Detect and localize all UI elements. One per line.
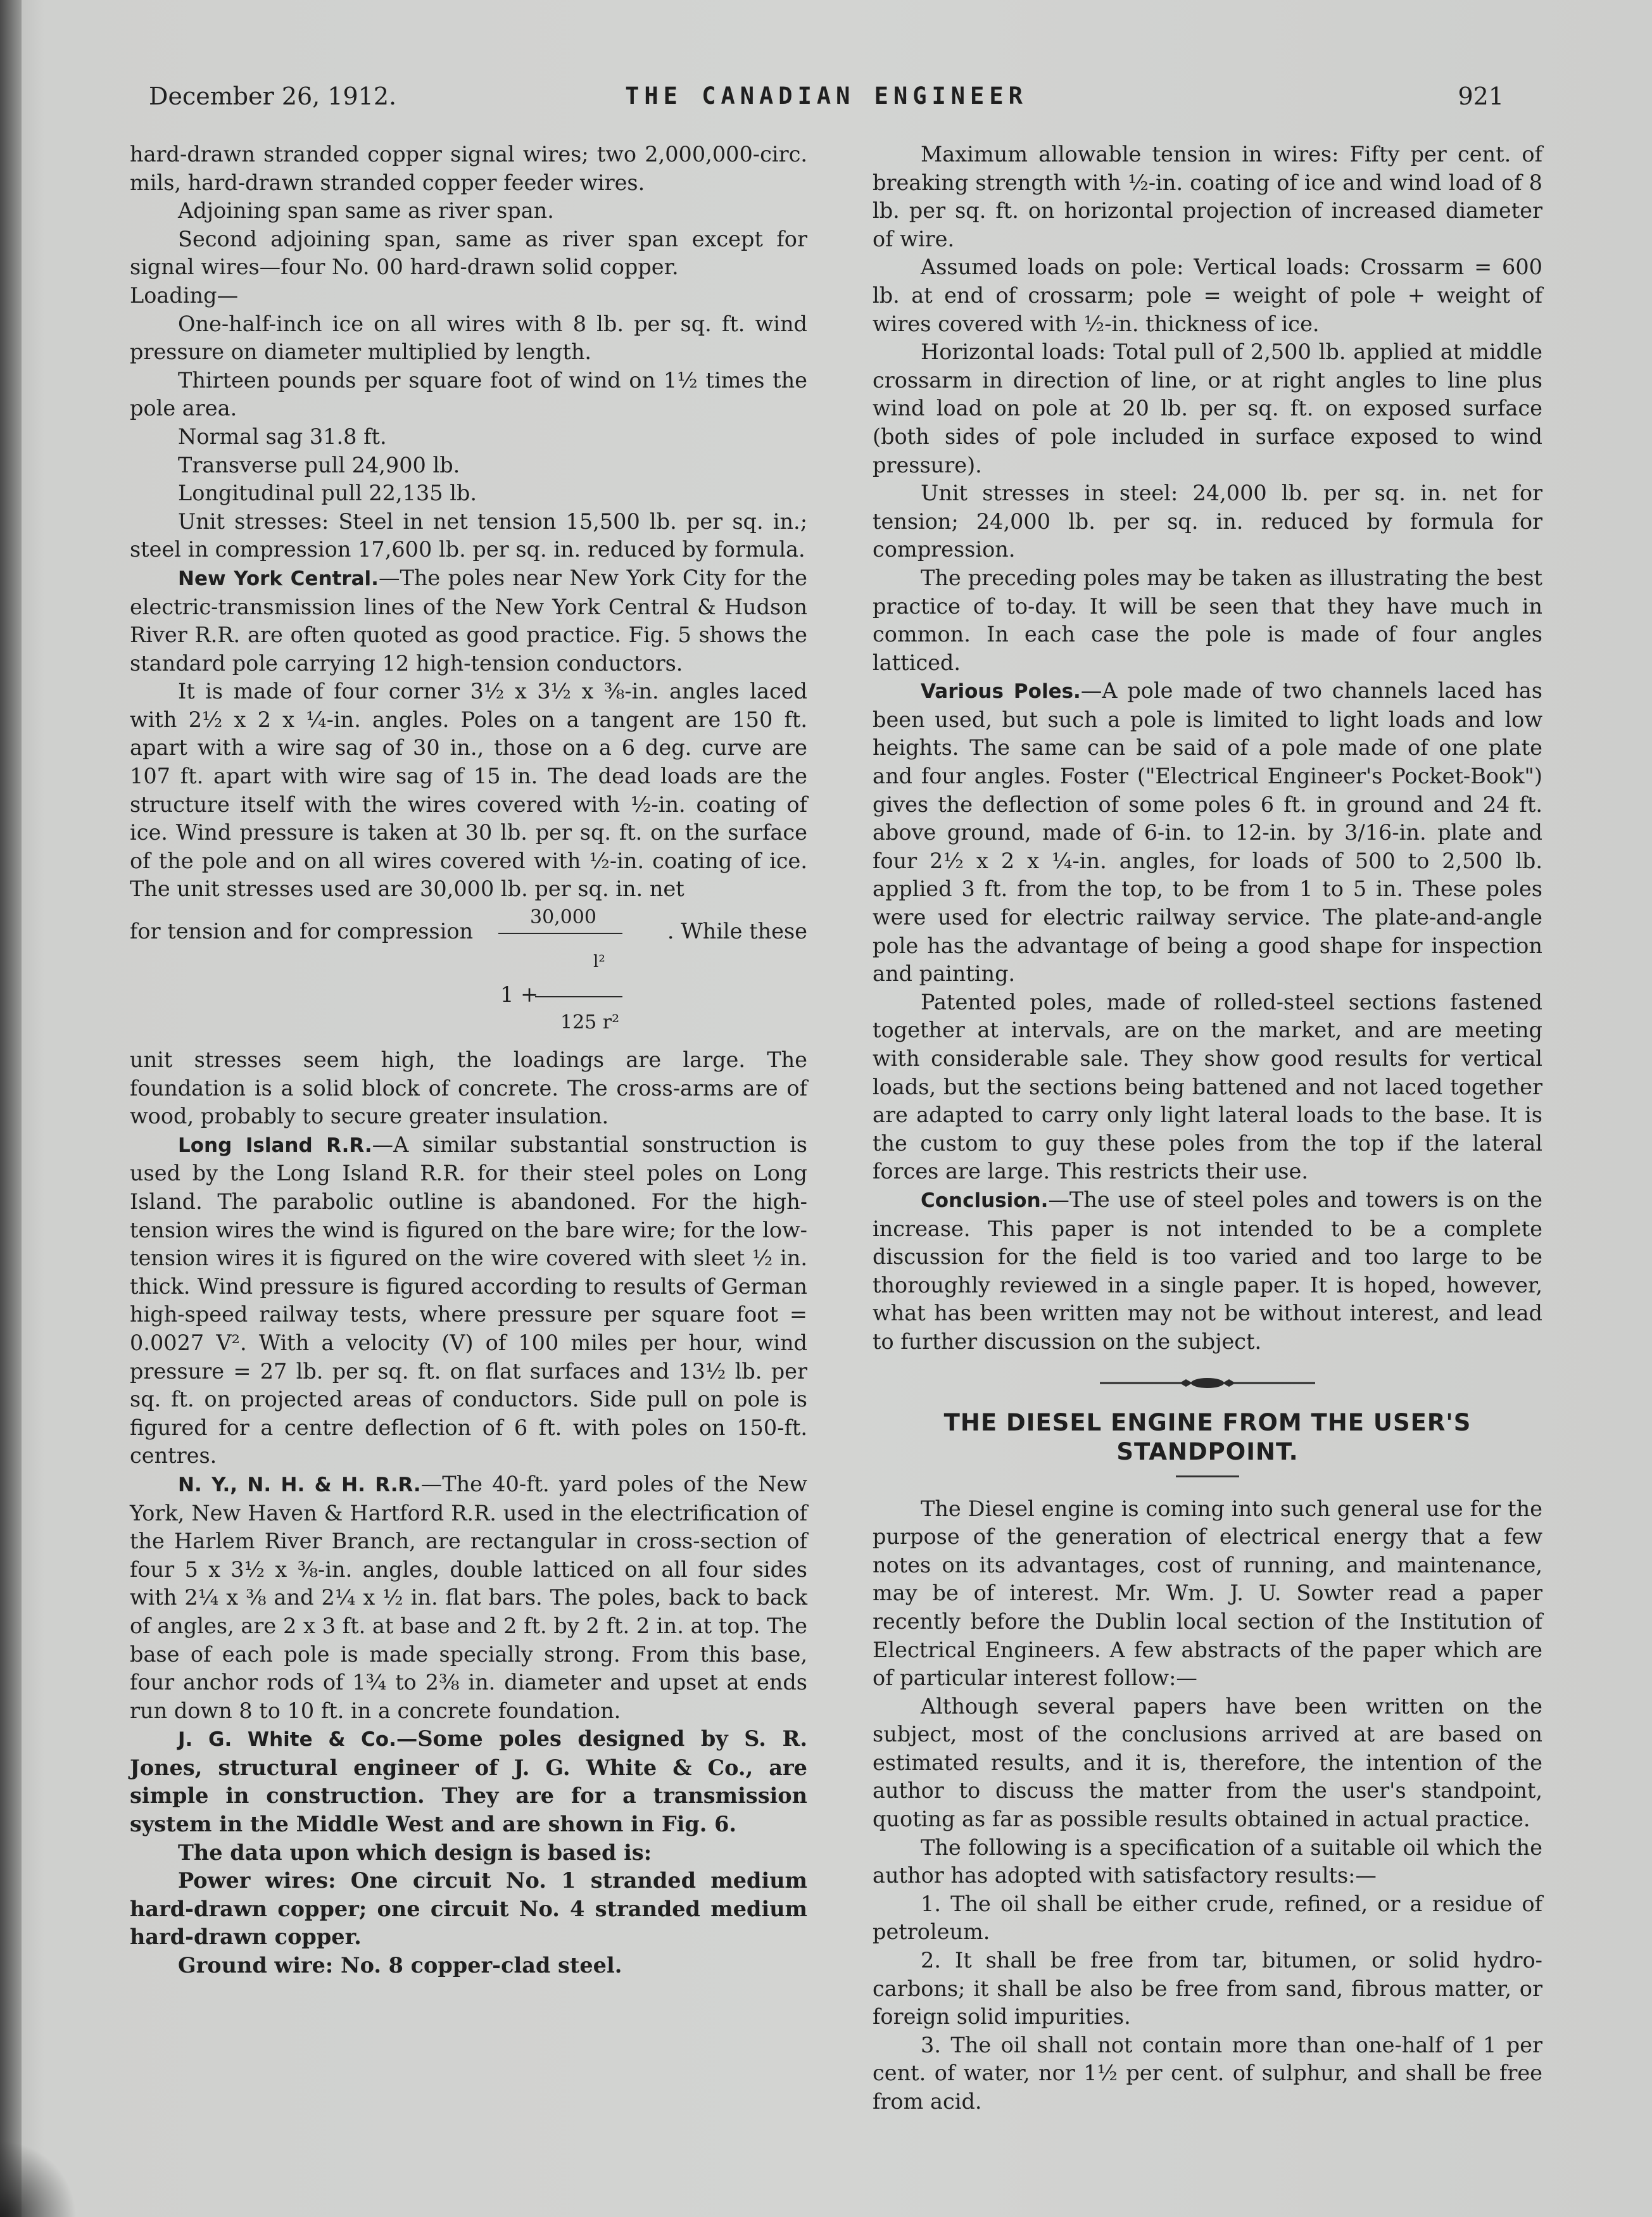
- section-various-poles: [873, 677, 1542, 988]
- running-head: [149, 82, 1504, 120]
- paragraph: Patented poles, made of rolled-steel sections fastened together at intervals, are on the market, and are meeting with considerable sale. They show good results for vertical loads, but the sections being battened and not laced together are adapted to carry only light lateral loads to the base. It is the custom to guy these poles from the top if the lateral forces are large. This restricts their use.: [873, 989, 1542, 1184]
- paragraph: Unit stresses: Steel in net tension 15,500 lb. per sq. in.; steel in compression 17,600 lb. per sq. in. reduced by formula.: [130, 508, 807, 562]
- section-jgwhite: [130, 1725, 807, 1838]
- section-heading: Long Island R.R.: [178, 1134, 372, 1157]
- paragraph: The preceding poles may be taken as illustrating the best practice of to-day. It will be seen that they have much in common. In each case the pole is made of four angles latticed.: [873, 565, 1542, 675]
- section-text: —A pole made of two channels laced has been used, but such a pole is limited to light loads and low heights. The same can be said of a pole made of one plate and four angles. Foster ("Electrical Engineer's Pocket-Book") gives the deflection of some poles 6 ft. in ground and 24 ft. above ground, made of 6-in. to 12-in. by 3/16-in. plate and four 2½ x 2 x ¼-in. angles, for loads of 500 to 2,500 lb. applied 3 ft. from the top, to be from 1 to 5 in. These poles were used for electric railway service. The plate-and-angle pole has the advantage of being a good shape for inspection and painting.: [873, 678, 1543, 987]
- section-long-island: [130, 1131, 807, 1470]
- section-heading: J. G. White & Co.: [178, 1728, 396, 1752]
- section-divider-ornament: [1100, 1375, 1315, 1391]
- article-title: THE DIESEL ENGINE FROM THE USER'S STANDPOINT.: [943, 1408, 1472, 1465]
- fraction-bar: [535, 996, 622, 997]
- paragraph: Normal sag 31.8 ft.: [178, 424, 387, 449]
- paragraph: Maximum allowable tension in wires: Fifty per cent. of breaking strength with ½-in. coating of ice and wind load of 8 lb. per sq. ft. on horizontal projection of increased diameter of wire.: [873, 142, 1542, 251]
- compression-formula: [130, 904, 807, 1046]
- paragraph: Unit stresses in steel: 24,000 lb. per sq. in. net for tension; 24,000 lb. per sq. in. reduced by formula for compression.: [873, 481, 1542, 562]
- section-text: —The poles near New York City for the electric-transmission lines of the New York Central & Hudson River R.R. are often quoted as good practice. Fig. 5 shows the standard pole carrying 12 high-tension conductors.: [130, 565, 807, 676]
- corner-shadow: [0, 2078, 76, 2217]
- paragraph: The following is a specification of a suitable oil which the author has adopted with satisfactory results:—: [873, 1835, 1542, 1888]
- section-text: —The use of steel poles and towers is on the increase. This paper is not intended to be a complete discussion for the field is too varied and too large to be thoroughly reviewed in a single paper. It is hoped, however, what has been written may not be without interest, and lead to further discussion on the subject.: [873, 1187, 1542, 1354]
- paragraph: unit stresses seem high, the loadings are large. The foundation is a solid block of concrete. The cross-arms are of wood, probably to secure greater insulation.: [130, 1047, 807, 1129]
- section-conclusion: [873, 1186, 1542, 1356]
- list-item: 2. It shall be free from tar, bitumen, or solid hydro-carbons; it shall be also be free from sand, fibrous matter, or foreign solid impurities.: [873, 1948, 1542, 2030]
- paragraph: It is made of four corner 3½ x 3½ x ⅜-in. angles laced with 2½ x 2 x ¼-in. angles. Poles on a tangent are 150 ft. apart with a wire sag of 30 in., those on a 6 deg. curve are 107 ft. apart with wire sag of 15 in. The dead loads are the structure itself with the wires covered with ½-in. coating of ice. Wind pressure is taken at 30 lb. per sq. ft. on the surface of the pole and on all wires covered with ½-in. coating of ice. The unit stresses used are 30,000 lb. per sq. in. net: [130, 679, 807, 902]
- formula-tail: . While these: [667, 919, 807, 944]
- formula-lead: for tension and for compression: [130, 919, 474, 944]
- paragraph: hard-drawn stranded copper signal wires; two 2,000,000-circ. mils, hard-drawn stranded copper feeder wires.: [130, 142, 807, 195]
- section-heading: N. Y., N. H. & H. R.R.: [178, 1473, 421, 1496]
- paragraph: The Diesel engine is coming into such general use for the purpose of the generation of electrical energy that a few notes on its advantages, cost of running, and maintenance, may be of interest. Mr. Wm. J. U. Sowter read a paper recently before the Dublin local section of the Institution of Electrical Engineers. A few abstracts of the paper which are of particular interest follow:—: [873, 1496, 1542, 1691]
- paragraph: Assumed loads on pole: Vertical loads: Crossarm = 600 lb. at end of crossarm; pole = weight of pole + weight of wires covered with ½-in. thickness of ice.: [873, 255, 1542, 336]
- section-heading: Various Poles.: [921, 680, 1081, 704]
- paragraph: Transverse pull 24,900 lb.: [178, 452, 460, 477]
- header-date: December 26, 1912.: [149, 82, 397, 110]
- formula-denominator: 125 r²: [560, 1011, 620, 1034]
- paragraph: Power wires: One circuit No. 1 stranded medium hard-drawn copper; one circuit No. 4 stranded medium hard-drawn copper.: [130, 1868, 807, 1950]
- section-text: —Some poles designed by S. R. Jones, structural engineer of J. G. White & Co., are simple in construction. They are for a transmission system in the Middle West and are shown in Fig. 6.: [130, 1726, 807, 1837]
- section-heading: New York Central.: [178, 567, 379, 590]
- paragraph: Ground wire: No. 8 copper-clad steel.: [178, 1953, 622, 1978]
- paragraph: Adjoining span same as river span.: [178, 198, 554, 224]
- formula-numerator: 30,000: [530, 906, 596, 929]
- paragraph: Although several papers have been written on the subject, most of the conclusions arrived at are based on estimated results, and it is, therefore, the intention of the author to discuss the matter from the user's standpoint, quoting as far as possible results obtained in actual practice.: [873, 1693, 1542, 1832]
- section-nyhh: [130, 1470, 807, 1725]
- paragraph: Loading—: [130, 282, 239, 308]
- fraction-bar: [498, 933, 622, 934]
- list-item: 1. The oil shall be either crude, refined, or a residue of petroleum.: [873, 1891, 1542, 1945]
- left-column: [130, 141, 807, 1980]
- section-text: —The 40-ft. yard poles of the New York, New Haven & Hartford R.R. used in the electrification of the Harlem River Branch, are rectangular in cross-section of four 5 x 3½ x ⅜-in. angles, double latticed on all four sides with 2¼ x ⅜ and 2¼ x ½ in. flat bars. The poles, back to back of angles, are 2 x 3 ft. at base and 2 ft. by 2 ft. 2 in. at top. The base of each pole is made specially strong. From this base, four anchor rods of 1¾ to 2⅜ in. diameter and upset at ends run down 8 to 10 ft. in a concrete foundation.: [130, 1471, 807, 1723]
- list-item: 3. The oil shall not contain more than one-half of 1 per cent. of water, nor 1½ per cent. of sulphur, and shall be free from acid.: [873, 2032, 1542, 2114]
- paragraph: Second adjoining span, same as river span except for signal wires—four No. 00 hard-drawn solid copper.: [130, 226, 807, 280]
- section-text: —A similar substantial sonstruction is used by the Long Island R.R. for their steel poles on Long Island. The parabolic outline is abandoned. For the high-tension wires the wind is figured on the bare wire; for the low-tension wires it is figured on the wire covered with sleet ½ in. thick. Wind pressure is figured according to results of German high-speed railway tests, where pressure per square foot = 0.0027 V². With a velocity (V) of 100 miles per hour, wind pressure = 27 lb. per sq. ft. on flat surfaces and 13½ lb. per sq. ft. on projected areas of conductors. Side pull on pole is figured for a centre deflection of 6 ft. with poles on 150-ft. centres.: [130, 1132, 808, 1469]
- section-nyc: [130, 564, 807, 678]
- paragraph: Thirteen pounds per square foot of wind on 1½ times the pole area.: [130, 367, 807, 421]
- paragraph: Longitudinal pull 22,135 lb.: [178, 481, 477, 506]
- section-heading: Conclusion.: [921, 1189, 1049, 1212]
- paragraph: One-half-inch ice on all wires with 8 lb. per sq. ft. wind pressure on diameter multiplied by length.: [130, 311, 807, 365]
- formula-l-squared: l²: [593, 952, 605, 972]
- paragraph: Horizontal loads: Total pull of 2,500 lb. applied at middle crossarm in direction of line, or at right angles to line plus wind load on pole at 20 lb. per sq. ft. on exposed surface (both sides of pole included in surface exposed to wind pressure).: [873, 339, 1542, 477]
- journal-title: THE CANADIAN ENGINEER: [625, 82, 1028, 110]
- formula-one-plus: 1 +: [500, 982, 539, 1007]
- paragraph: The data upon which design is based is:: [178, 1840, 652, 1865]
- title-rule: [1176, 1475, 1239, 1477]
- page-number: 921: [1458, 82, 1504, 110]
- book-spine-shadow: [0, 0, 22, 2217]
- right-column: [873, 141, 1542, 2116]
